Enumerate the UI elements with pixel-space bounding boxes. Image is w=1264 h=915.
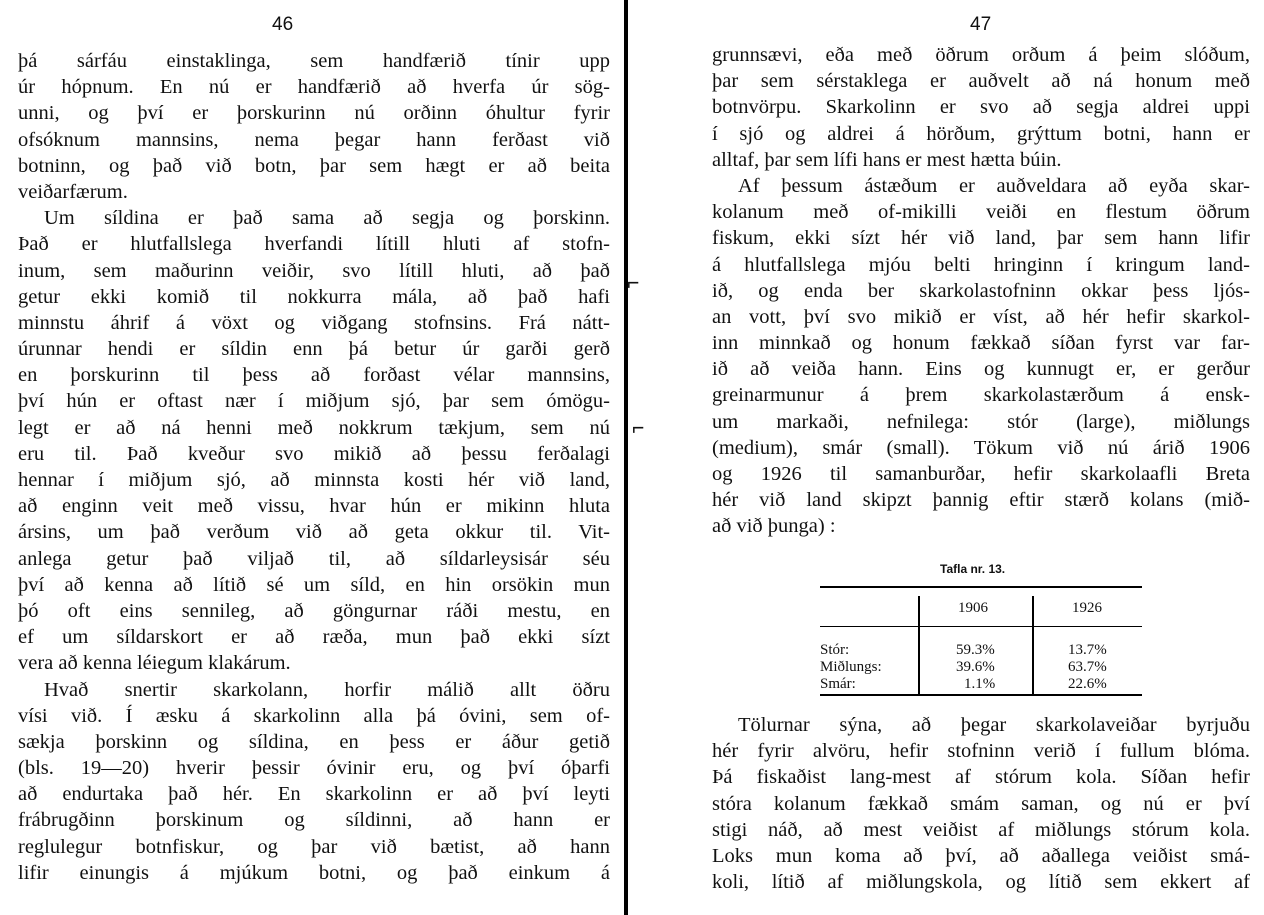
- gutter-mark: ⌐: [632, 415, 645, 440]
- text-line: ið, og enda ber skarkolastofninn okkar þess ljós-: [712, 279, 1250, 302]
- text-line: hér við land skipzt þannig eftir stærð kolans (mið-: [712, 489, 1250, 512]
- text-line: Hvað snertir skarkolann, horfir málið allt öðru: [44, 678, 610, 701]
- text-line: eru til. Það kveður svo mikið að þessu ferðalagi: [18, 442, 610, 465]
- text-line: og 1926 til samanburðar, hefir skarkolaafli Breta: [712, 463, 1250, 485]
- text-line: Loks mun koma að því, að aðallega veiðist smá-: [712, 844, 1250, 867]
- text-line: ofsóknum mannsins, nema þegar hann ferðast við: [18, 128, 610, 151]
- text-line: hennar í miðjum sjó, að minnsta kosti hér við land,: [18, 469, 610, 491]
- text-line: úr hópnum. En nú er handfærið að hverfa úr sög-: [18, 76, 610, 99]
- left-page: [0, 0, 630, 915]
- text-line: Um síldina er það sama að segja og þorskinn.: [44, 207, 610, 230]
- text-line: an vott, því svo mikið er víst, að hér hefir skarkol-: [712, 305, 1250, 328]
- text-line: Af þessum ástæðum er auðveldara að eyða skar-: [738, 174, 1250, 197]
- text-line: inum, sem maðurinn veiðir, svo lítill hluti, að það: [18, 259, 610, 282]
- text-line: reglulegur botnfiskur, og þar við bætist, að hann: [18, 835, 610, 858]
- right-page-text-top: [712, 42, 1250, 540]
- table-cell: 22.6%: [1068, 676, 1107, 692]
- text-line: því að kenna að lítið sé um síld, en hin orsökin mun: [18, 573, 610, 596]
- text-line: sækja þorskinn og síldina, en þess er áður getið: [18, 730, 610, 753]
- text-line: veiðarfærum.: [18, 180, 128, 203]
- row-label: Stór:: [820, 642, 850, 658]
- text-line: koli, lítið af miðlungskola, og lítið sem ekkert af: [712, 871, 1250, 894]
- table-cell: 1.1%: [964, 676, 996, 692]
- table-cell: 13.7%: [1068, 642, 1107, 658]
- right-page: [632, 0, 1264, 915]
- text-line: (medium), smár (small). Tökum við nú árið 1906: [712, 436, 1250, 459]
- gutter-mark: ⌐: [627, 270, 640, 295]
- page-number: 47: [970, 14, 992, 35]
- text-line: ið að veiða hann. Eins og kunnugt er, er gerður: [712, 358, 1250, 381]
- text-line: kolanum með of-mikilli veiði en flestum öðrum: [712, 201, 1250, 224]
- text-line: frábrugðinn þorskinum og síldinni, að hann er: [18, 809, 610, 832]
- text-line: minnstu áhrif á vöxt og viðgang stofnsins. Frá nátt-: [18, 311, 610, 334]
- text-line: lifir einungis á mjúkum botni, og það einkum á: [18, 861, 610, 884]
- text-line: legt er að ná henni með nokkrum tækjum, sem nú: [18, 416, 610, 439]
- text-line: fiskum, ekki sízt hér við land, þar sem hann lifir: [712, 227, 1250, 250]
- left-page-text: [18, 48, 610, 886]
- text-line: þá sárfáu einstaklinga, sem handfærið tínir upp: [18, 50, 610, 72]
- text-line: því hún er oftast nær í miðjum sjó, þar sem ómögu-: [18, 390, 610, 413]
- column-header-1926: 1926: [1072, 600, 1102, 616]
- text-line: stigi náð, að mest veiðist af miðlungs stórum kola.: [712, 818, 1250, 841]
- text-line: botnvörpu. Skarkolinn er svo að segja aldrei uppi: [712, 96, 1250, 119]
- text-line: hér fyrir alvöru, hefir stofninn verið í fullum blóma.: [712, 740, 1250, 763]
- right-page-text-bottom: [712, 712, 1250, 895]
- column-header-1906: 1906: [958, 600, 988, 616]
- table-rule: [820, 626, 1142, 627]
- text-line: botninn, og það við botn, þar sem hægt er að beita: [18, 154, 610, 177]
- text-line: inn minnkað og honum fækkað síðan fyrst var far-: [712, 332, 1250, 355]
- text-line: á hlutfallslega mjóu belti hringinn í kringum land-: [712, 253, 1250, 276]
- table-rule: [820, 694, 1142, 696]
- text-line: Það er hlutfallslega hverfandi lítill hluti af stofn-: [18, 233, 610, 256]
- text-line: en þorskurinn til þess að forðast vélar mannsins,: [18, 364, 610, 387]
- text-line: Þá fiskaðist lang-mest af stórum kola. Síðan hefir: [712, 766, 1250, 789]
- table-cell: 59.3%: [956, 642, 995, 658]
- table-divider: [1032, 596, 1034, 694]
- page-number: 46: [272, 14, 294, 35]
- text-line: grunnsævi, eða með öðrum orðum á þeim slóðum,: [712, 44, 1250, 66]
- text-line: Tölurnar sýna, að þegar skarkolaveiðar byrjuðu: [738, 714, 1250, 736]
- text-line: unni, og því er þorskurinn nú orðinn óhultur fyrir: [18, 102, 610, 125]
- row-label: Smár:: [820, 676, 856, 692]
- text-line: úrunnar hendi er síldin enn þá betur úr garði gerð: [18, 338, 610, 361]
- text-line: að endurtaka það hér. En skarkolinn er að því leyti: [18, 783, 610, 806]
- text-line: vera að kenna léiegum klakárum.: [18, 652, 291, 675]
- text-line: anlega getur það viljað til, að síldarleysisár séu: [18, 547, 610, 570]
- text-line: að við þunga) :: [712, 515, 836, 538]
- text-line: alltaf, þar sem lífi hans er mest hætta búin.: [712, 148, 1062, 171]
- text-line: stóra kolanum fækkað smám saman, og nú er því: [712, 792, 1250, 815]
- table-divider: [918, 596, 920, 694]
- text-line: getur ekki komið til nokkurra mála, að það hafi: [18, 285, 610, 308]
- text-line: þó oft eins sennileg, að göngurnar ráði mestu, en: [18, 599, 610, 622]
- text-line: að enginn veit með vissu, hvar hún er mikinn hluta: [18, 495, 610, 518]
- text-line: þar sem sérstaklega er auðvelt að ná honum með: [712, 70, 1250, 93]
- table-cell: 63.7%: [1068, 659, 1107, 675]
- table-title: Tafla nr. 13.: [940, 562, 1006, 576]
- text-line: greinarmunur á þrem skarkolastærðum á ensk-: [712, 384, 1250, 407]
- text-line: í sjó og aldrei á hörðum, grýttum botni, hann er: [712, 122, 1250, 145]
- table-rule: [820, 586, 1142, 588]
- text-line: ársins, um það verðum við að geta okkur til. Vit-: [18, 521, 610, 544]
- text-line: um markaði, nefnilega: stór (large), miðlungs: [712, 410, 1250, 433]
- text-line: vísi við. Í æsku á skarkolinn alla þá óvini, sem of-: [18, 704, 610, 727]
- text-line: (bls. 19—20) hverir þessir óvinir eru, og því óþarfi: [18, 757, 610, 780]
- row-label: Miðlungs:: [820, 659, 882, 675]
- table-cell: 39.6%: [956, 659, 995, 675]
- data-table: [820, 586, 1142, 696]
- text-line: ef um síldarskort er að ræða, mun það ekki sízt: [18, 626, 610, 649]
